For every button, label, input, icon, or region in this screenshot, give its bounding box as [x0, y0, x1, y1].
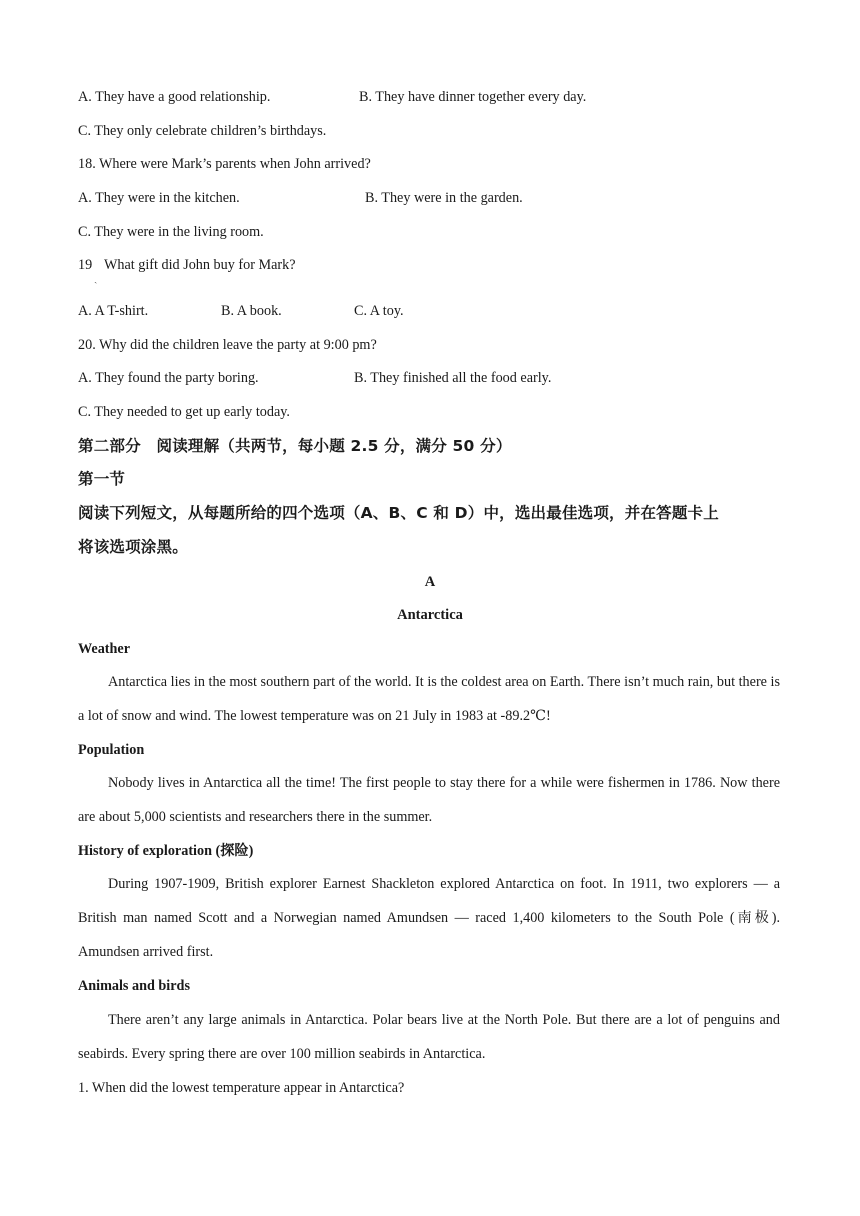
paragraph-animals: There aren’t any large animals in Antarctica. Polar bears live at the North Pole. But there are a lot of penguins and seabirds. Every spring there are over 100 million seabirds in Antarctica. [78, 1012, 780, 1062]
paragraph-weather: Antarctica lies in the most southern part of the world. It is the coldest area on Earth. There isn’t much rain, but there is a lot of snow and wind. The lowest temperature was on 21 July in 1983 at -89.2℃! [78, 674, 780, 724]
q19-option-a: A. A T-shirt. [78, 303, 149, 319]
passage-letter: A [424, 574, 436, 590]
section-title: 第一节 [78, 470, 126, 488]
q18-option-c: C. They were in the living room. [78, 224, 264, 240]
q18-option-a: A. They were in the kitchen. [78, 190, 240, 206]
q19-number: 19 [78, 257, 93, 273]
q20-question: 20. Why did the children leave the party at 9:00 pm? [78, 337, 377, 353]
q17-option-b: B. They have dinner together every day. [359, 89, 587, 105]
q20-option-a: A. They found the party boring. [78, 370, 259, 386]
paragraph-history: During 1907-1909, British explorer Earnest Shackleton explored Antarctica on foot. In 1911, two explorers — a British man named Scott and a Norwegian named Amundsen — raced 1,400 kilometers to the South Pole (南极). Amundsen arrived first. [78, 876, 780, 960]
q18-option-b: B. They were in the garden. [365, 190, 523, 206]
q17-option-a: A. They have a good relationship. [78, 89, 271, 105]
section-heading-population: Population [78, 742, 145, 758]
q19-option-b: B. A book. [221, 303, 282, 319]
instruction-line-2: 将该选项涂黑。 [78, 538, 188, 556]
q18-question: 18. Where were Mark’s parents when John arrived? [78, 156, 371, 172]
q19-question: What gift did John buy for Mark? [104, 257, 296, 273]
q20-option-b: B. They finished all the food early. [354, 370, 552, 386]
instruction-line-1: 阅读下列短文，从每题所给的四个选项（A、B、C 和 D）中，选出最佳选项，并在答题卡上 [78, 504, 719, 522]
section-heading-animals: Animals and birds [78, 978, 190, 994]
passage-title: Antarctica [397, 607, 463, 623]
q17-option-c: C. They only celebrate children’s birthdays. [78, 123, 327, 139]
part2-title: 第二部分 阅读理解（共两节，每小题 2.5 分，满分 50 分） [78, 437, 512, 455]
q19-option-c: C. A toy. [354, 303, 404, 319]
section-heading-weather: Weather [78, 641, 131, 657]
question-1: 1. When did the lowest temperature appear in Antarctica? [78, 1080, 405, 1096]
paragraph-population: Nobody lives in Antarctica all the time! The first people to stay there for a while were fishermen in 1786. Now there are about 5,000 scientists and researchers there in the summer. [78, 775, 780, 825]
q20-option-c: C. They needed to get up early today. [78, 404, 290, 420]
stray-mark: ˎ [94, 273, 98, 284]
section-heading-history: History of exploration (探险) [78, 843, 254, 859]
